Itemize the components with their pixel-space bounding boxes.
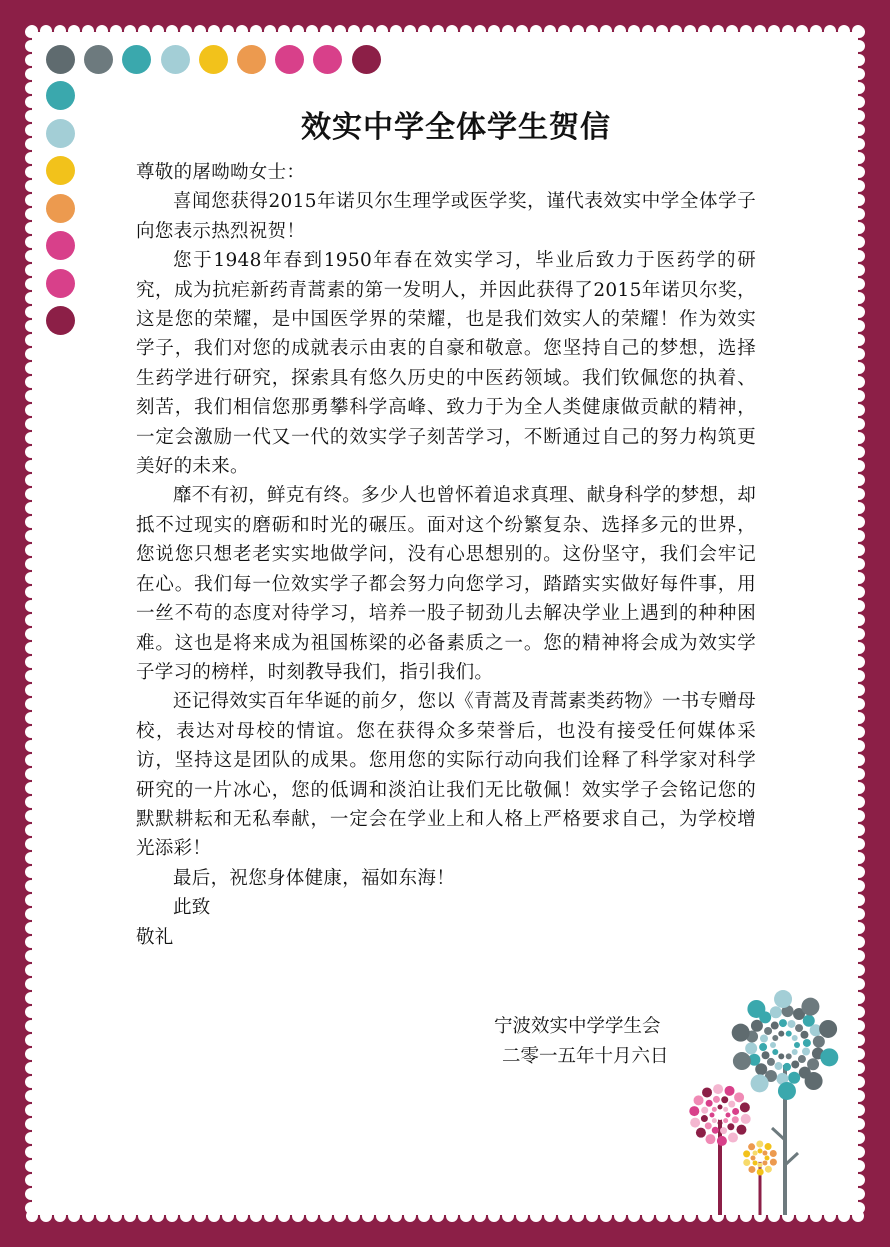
letter-title: 效实中学全体学生贺信 xyxy=(301,110,611,145)
decor-dot xyxy=(46,81,75,110)
decor-dot xyxy=(46,269,75,298)
decor-dot xyxy=(46,156,75,185)
flowers-illustration xyxy=(680,990,855,1215)
paragraph-2: 您于1948年春到1950年春在效实学习，毕业后致力于医药学的研究，成为抗疟新药青蒿素的第一发明人，并因此获得了2015年诺贝尔奖，这是您的荣耀，是中国医学界的荣耀，也是我们效实人的荣耀！作为效实学子，我们对您的成就表示由衷的自豪和敬意。您坚持自己的梦想，选择生药学进行研究，探索具有悠久历史的中医药领域。我们钦佩您的执着、刻苦，我们相信您那勇攀科学高峰、致力于为全人类健康做贡献的精神，一定会激励一代又一代的效实学子刻苦学习，不断通过自己的努力构筑更美好的未来。 xyxy=(136,250,756,478)
decor-dot xyxy=(46,194,75,223)
yellow-flower-icon xyxy=(743,1141,777,1215)
signature-block xyxy=(494,1012,669,1072)
closing-jingli: 敬礼 xyxy=(136,926,174,948)
pink-flower-icon xyxy=(689,1084,750,1215)
decor-dot xyxy=(199,45,228,74)
paragraph-5: 最后，祝您身体健康，福如东海！ xyxy=(173,867,456,889)
paragraph-1: 喜闻您获得2015年诺贝尔生理学或医学奖，谨代表效实中学全体学子向您表示热烈祝贺！ xyxy=(136,191,756,242)
decor-dot xyxy=(46,231,75,260)
paragraph-4: 还记得效实百年华诞的前夕，您以《青蒿及青蒿素类药物》一书专赠母校，表达对母校的情谊。您在获得众多荣誉后，也没有接受任何媒体采访，坚持这是团队的成果。您用您的实际行动向我们诠释了科学家对科学研究的一片冰心，您的低调和淡泊让我们无比敬佩！效实学子会铭记您的默默耕耘和无私奉献，一定会在学业上和人格上严格要求自己，为学校增光添彩！ xyxy=(136,691,756,860)
signature-org: 宁波效实中学学生会 xyxy=(494,1016,661,1037)
decor-dot xyxy=(46,45,75,74)
decor-dot xyxy=(84,45,113,74)
salutation: 尊敬的屠呦呦女士： xyxy=(136,162,306,183)
decor-dot xyxy=(352,45,381,74)
closing-cizhi: 此致 xyxy=(173,897,211,919)
paragraph-3: 靡不有初，鲜克有终。多少人也曾怀着追求真理、献身科学的梦想，却抵不过现实的磨砺和时光的碾压。面对这个纷繁复杂、选择多元的世界，您说您只想老老实实地做学问，没有心思想别的。这份坚守，我们会牢记在心。我们每一位效实学子都会努力向您学习，踏踏实实做好每件事，用一丝不苟的态度对待学习，培养一股子韧劲儿去解决学业上遇到的种种困难。这也是将来成为祖国栋梁的必备素质之一。您的精神将会成为效实学子学习的榜样，时刻教导我们，指引我们。 xyxy=(136,485,756,683)
teal-flower-icon xyxy=(732,990,839,1215)
decor-dot xyxy=(275,45,304,74)
decor-dot xyxy=(46,306,75,335)
signature-date: 二零一五年十月六日 xyxy=(502,1046,669,1067)
decor-dot xyxy=(237,45,266,74)
decor-dot xyxy=(46,119,75,148)
decor-dot xyxy=(161,45,190,74)
letter-body xyxy=(136,108,756,952)
